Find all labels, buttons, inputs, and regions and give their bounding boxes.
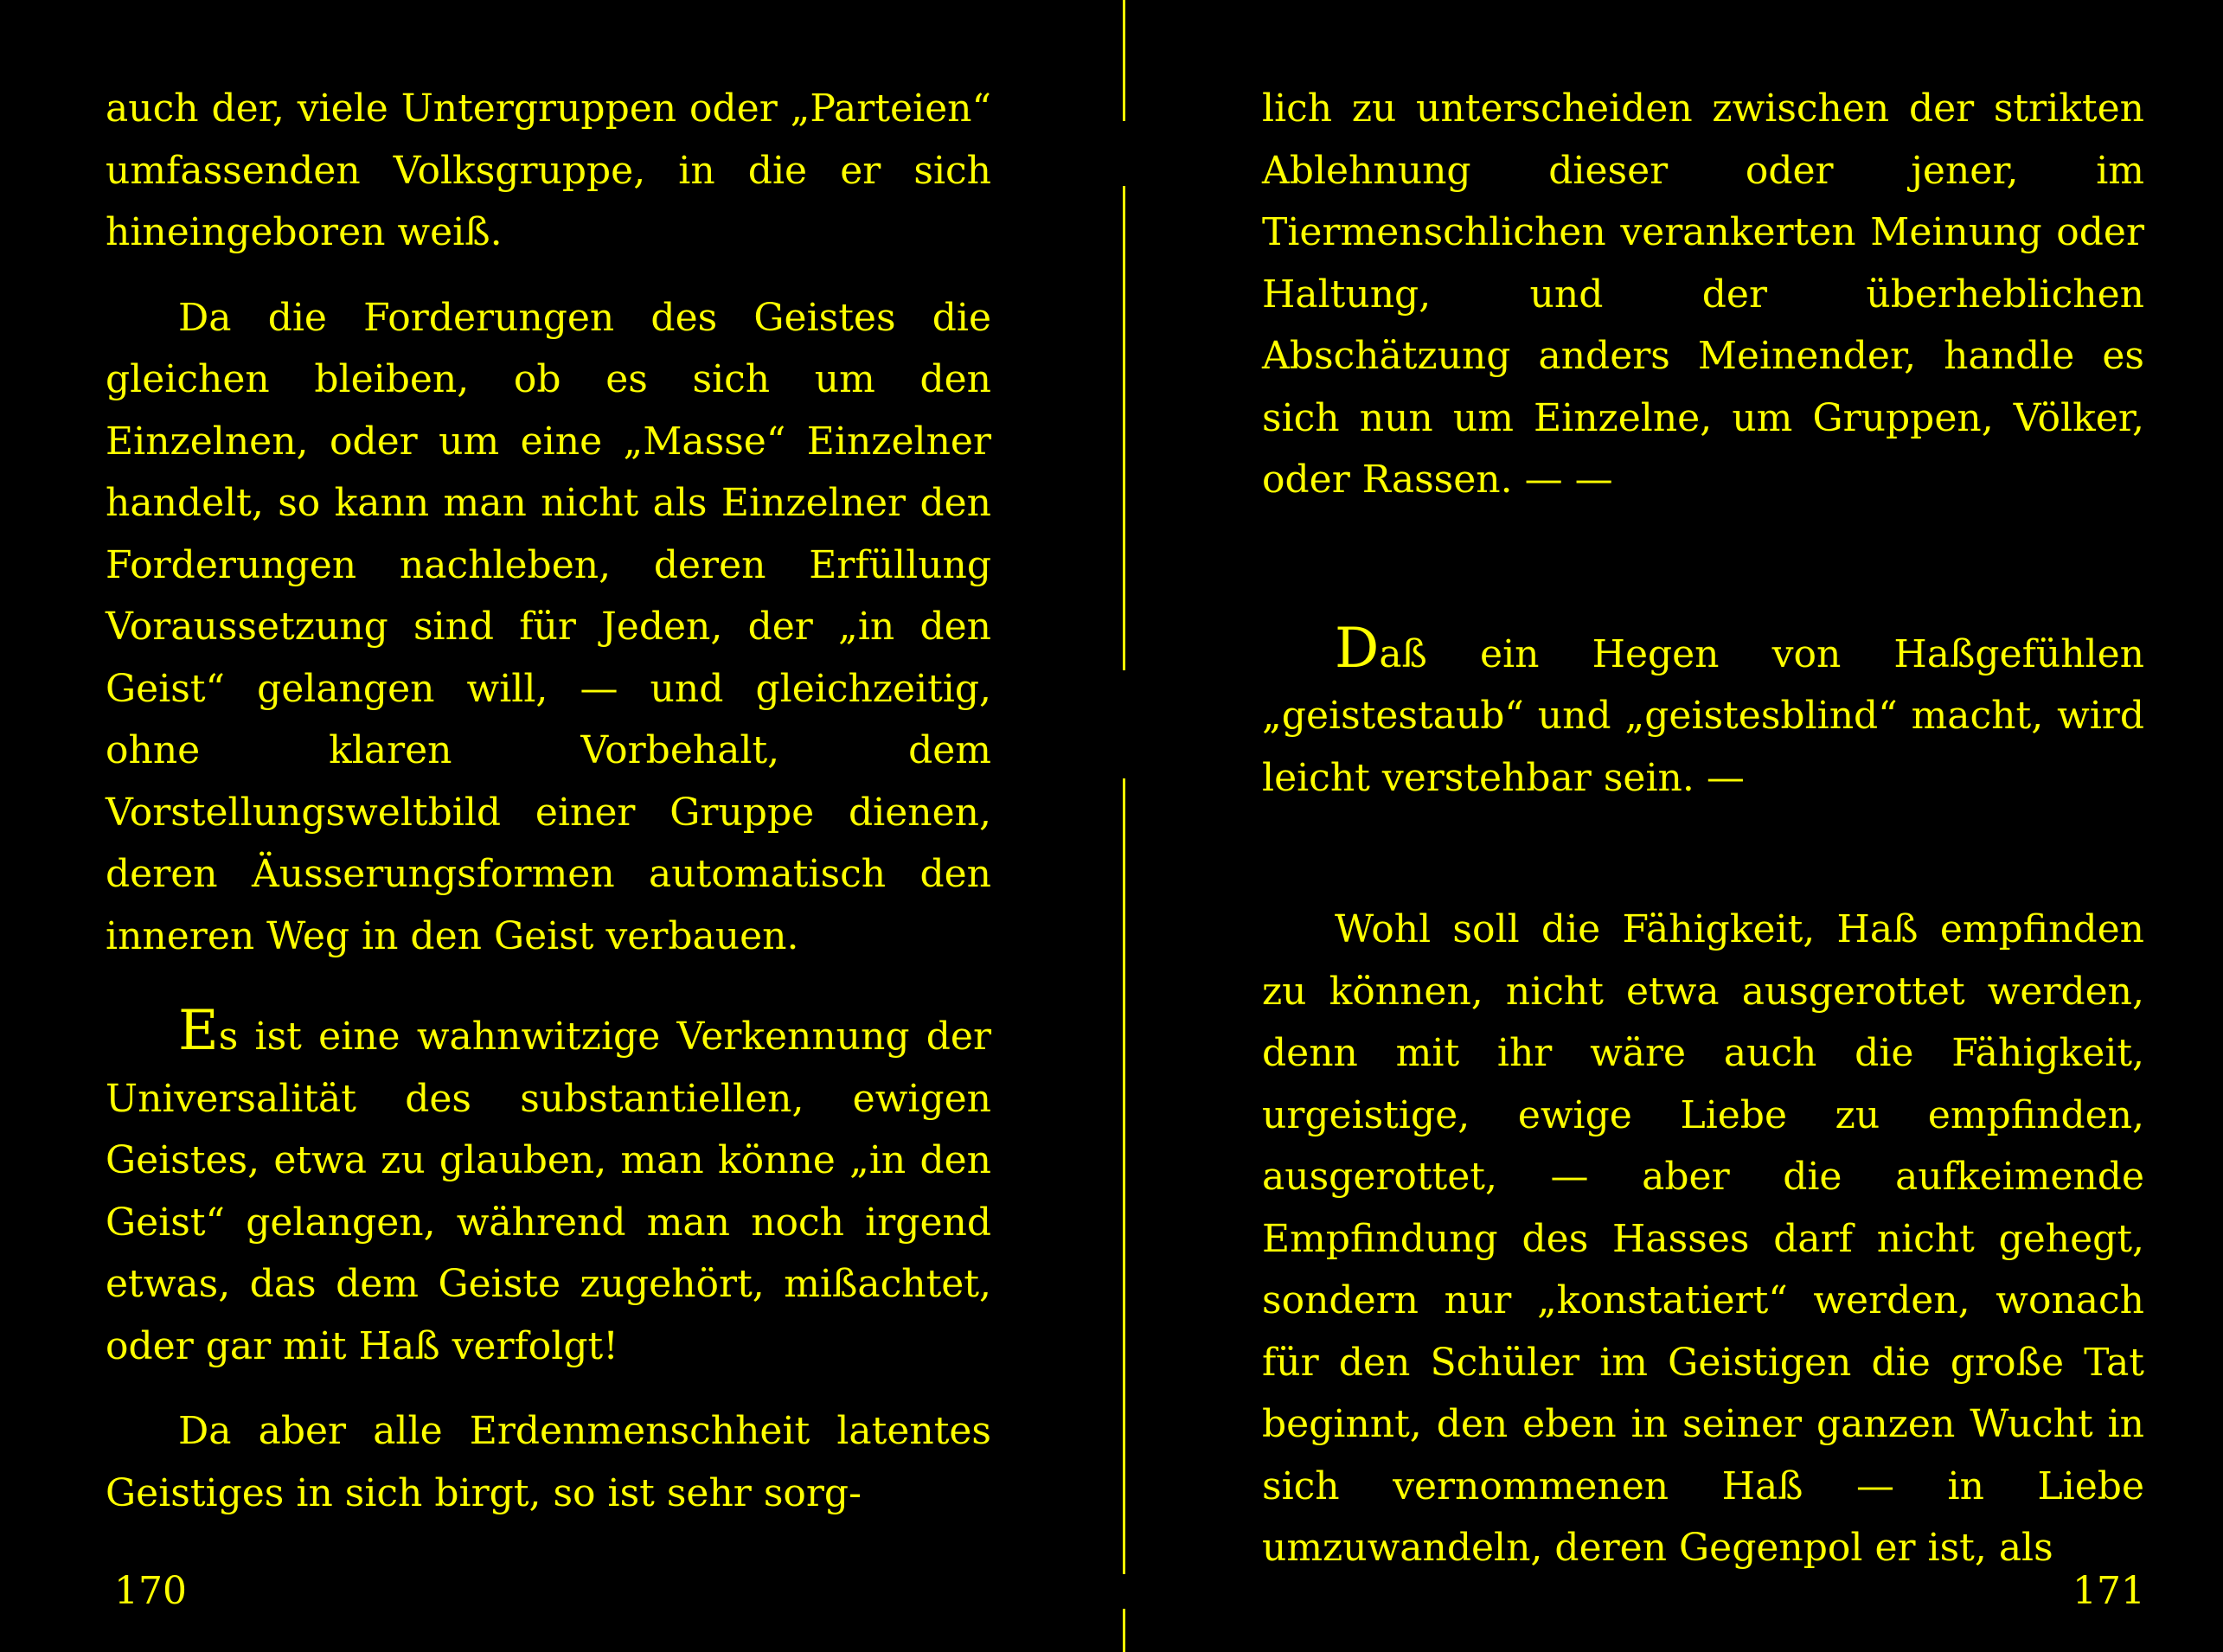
initial-letter: E [178,999,219,1063]
left-text-column [106,78,991,1524]
paragraph-text: aß ein Hegen von Haßgefühlen „geistestaub“ und „geistesblind“ macht, wird leicht verstehbar sein. — [1262,631,2144,800]
page-number: 170 [114,1569,187,1613]
right-text-column [1262,78,2144,1579]
paragraph: lich zu unterscheiden zwischen der strikten Ablehnung dieser oder jener, im Tiermenschlichen verankerten Meinung oder Haltung, und der überheblichen Abschätzung anders Meinender, handle es sich nun um Einzelne, um Gruppen, Völker, oder Rassen. — — [1262,86,2144,502]
initial-letter: D [1335,616,1380,681]
right-page [1112,0,2223,1652]
paragraph: Da aber alle Erdenmenschheit latentes Geistiges in sich birgt, so ist sehr sorg- [106,1409,991,1515]
paragraph: auch der, viele Untergruppen oder „Parteien“ umfassenden Volksgruppe, in die er sich hineingeboren weiß. [106,86,991,254]
paragraph: Wohl soll die Fähigkeit, Haß empfinden zu können, nicht etwa ausgerottet werden, denn mit ihr wäre auch die Fähigkeit, urgeistige, ewige Liebe zu empfinden, ausgerottet, — aber die aufkeimende Empfindung des Hasses darf nicht gehegt, sondern nur „konstatiert“ werden, wonach für den Schüler im Geistigen die große Tat beginnt, den eben in seiner ganzen Wucht in sich vernommenen Haß — in Liebe umzuwandeln, deren Gegenpol er ist, als [1262,907,2144,1570]
page-number: 171 [2072,1569,2145,1613]
paragraph-text: s ist eine wahnwitzige Verkennung der Universalität des substantiellen, ewigen Geistes, etwa zu glauben, man könne „in den Geist“ gelangen, während man noch irgend etwas, das dem Geiste zugehört, mißachtet, oder gar mit Haß verfolgt! [106,1015,991,1368]
paragraph [1262,616,2144,810]
paragraph [106,999,991,1377]
paragraph: Da die Forderungen des Geistes die gleichen bleiben, ob es sich um den Einzelnen, oder um eine „Masse“ Einzelner handelt, so kann man nicht als Einzelner den Forderungen nachleben, deren Erfüllung Voraussetzung sind für Jeden, der „in den Geist“ gelangen will, — und gleichzeitig, ohne klaren Vorbehalt, dem Vorstellungsweltbild einer Gruppe dienen, deren Äusserungsformen automatisch den inneren Weg in den Geist verbauen. [106,295,991,958]
